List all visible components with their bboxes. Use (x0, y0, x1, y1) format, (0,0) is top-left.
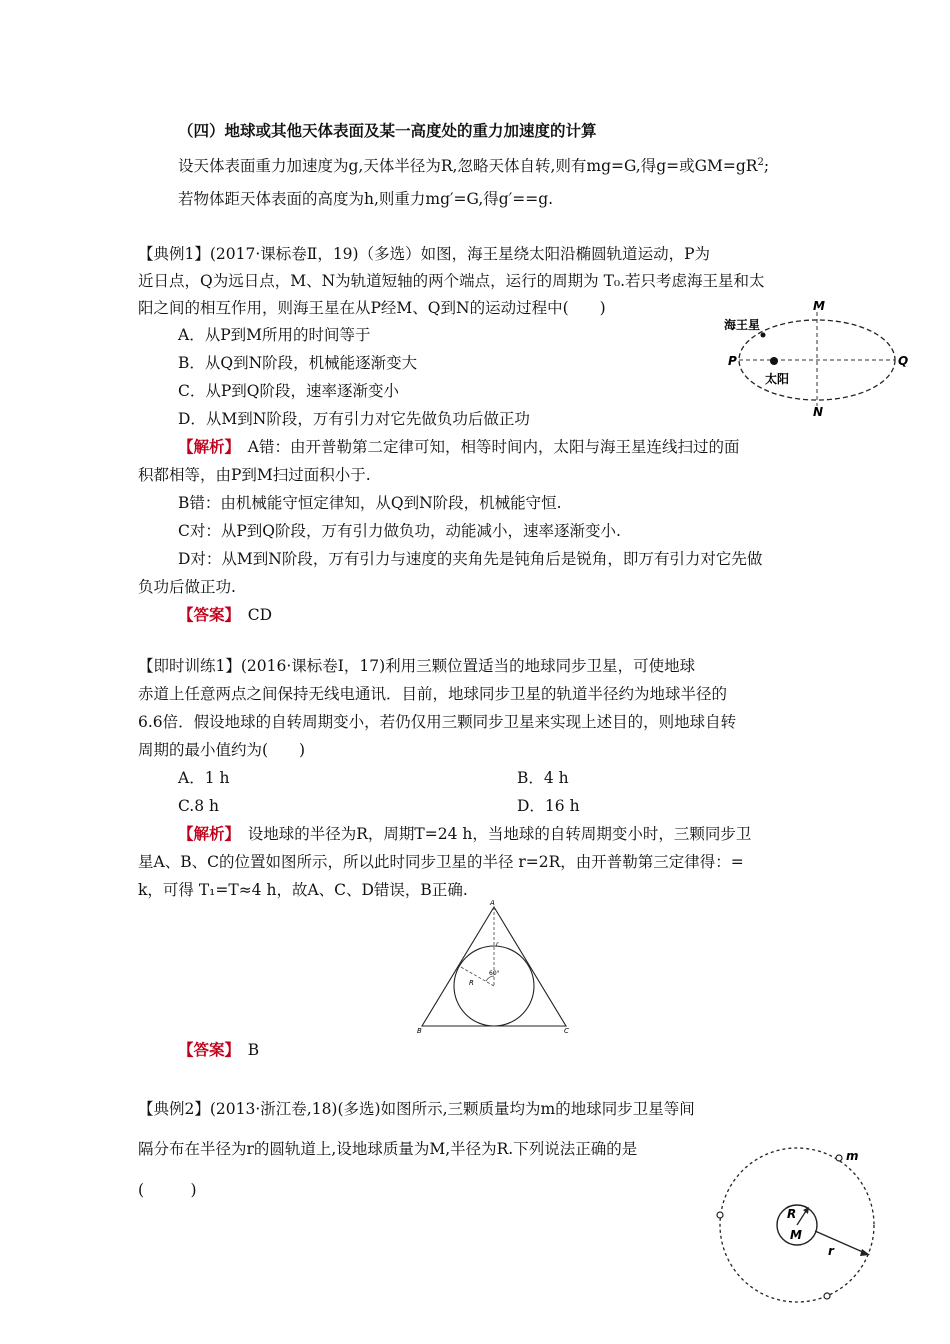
example1-analysis-c: C对：从P到Q阶段，万有引力做负功，动能减小，速率逐渐变小. (178, 522, 621, 540)
label-R: R (469, 979, 474, 987)
label-M: M (813, 299, 825, 313)
label-N: N (813, 405, 824, 419)
analysis-tag: 【解析】 (178, 824, 233, 843)
satellite-orbit-figure (710, 1140, 885, 1310)
satellite-2 (717, 1212, 723, 1218)
training1-analysis-line-2: 星A、B、C的位置如图所示，所以此时同步卫星的半径 r=2R，由开普勒第三定律得：= (138, 853, 744, 871)
section-heading: （四）地球或其他天体表面及某一高度处的重力加速度的计算 (178, 121, 597, 140)
training1-answer: 【答案】 B (178, 1040, 260, 1059)
label-angle: 60° (489, 970, 500, 977)
label-P: P (728, 354, 737, 368)
label-r: r (828, 1244, 834, 1258)
planet-dot (761, 333, 766, 338)
example1-question-line-1: 【典例1】(2017·课标卷Ⅱ，19)（多选）如图，海王星绕太阳沿椭圆轨道运动，P为 (138, 245, 711, 263)
label-A: A (490, 899, 495, 907)
training1-option-a: A．1 h (178, 769, 230, 787)
label-m: m (846, 1149, 859, 1163)
training1-question-line-4: 周期的最小值约为( ) (138, 741, 306, 759)
example1-answer: 【答案】 CD (178, 605, 273, 624)
example1-option-c: C．从P到Q阶段，速率逐渐变小 (178, 382, 399, 400)
label-B: B (417, 1027, 422, 1035)
label-C: C (564, 1027, 569, 1035)
answer-tag: 【答案】 (178, 1040, 233, 1059)
training1-option-c: C.8 h (178, 797, 220, 815)
answer-tag: 【答案】 (178, 605, 233, 624)
example2-question-line-2: 隔分布在半径为r的圆轨道上,设地球质量为M,半径为R.下列说法正确的是 (138, 1140, 638, 1158)
formula-line-2: 若物体距天体表面的高度为h,则重力mg′=G,得g′==g. (178, 190, 554, 208)
orbit-radius-arrow (815, 1231, 865, 1253)
example1-analysis-b: B错：由机械能守恒定律知，从Q到N阶段，机械能守恒. (178, 494, 562, 512)
label-r: r (496, 941, 499, 948)
label-M: M (790, 1228, 802, 1242)
example1-option-d: D．从M到N阶段，万有引力对它先做负功后做正功 (178, 410, 530, 428)
training1-question-line-2: 赤道上任意两点之间保持无线电通讯．目前，地球同步卫星的轨道半径约为地球半径的 (138, 685, 728, 703)
orbit-radius-arrowhead (860, 1249, 870, 1256)
training1-option-d: D．16 h (517, 797, 580, 815)
triangle-satellite-figure (410, 898, 580, 1038)
training1-option-b: B．4 h (517, 769, 569, 787)
analysis-tag: 【解析】 (178, 437, 233, 456)
label-sun: 太阳 (765, 372, 790, 386)
example2-question-line-3: ( ) (138, 1181, 197, 1199)
example1-analysis-d-2: 负功后做正功. (138, 578, 236, 596)
training1-analysis-line-1: 【解析】 设地球的半径为R，周期T=24 h，当地球的自转周期变小时，三颗同步卫 (178, 824, 752, 843)
formula-line-1: 设天体表面重力加速度为g,天体半径为R,忽略天体自转,则有mg=G,得g=或$GM=gR^2$; (178, 157, 770, 176)
example1-question-line-2: 近日点，Q为远日点，M、N为轨道短轴的两个端点，运行的周期为 T₀.若只考虑海王星和太 (138, 272, 765, 290)
example2-question-line-1: 【典例2】(2013·浙江卷,18)(多选)如图所示,三颗质量均为m的地球同步卫星等间 (138, 1100, 695, 1118)
example1-option-b: B．从Q到N阶段，机械能逐渐变大 (178, 354, 418, 372)
example1-question-line-3: 阳之间的相互作用，则海王星在从P经M、Q到N的运动过程中( ) (138, 299, 606, 317)
label-R: R (787, 1207, 797, 1221)
satellite-1 (836, 1155, 842, 1161)
label-Q: Q (898, 354, 909, 368)
earth-radius-arrow (797, 1211, 806, 1225)
training1-analysis-line-3: k，可得 T₁=T≈4 h，故A、C、D错误，B正确. (138, 881, 468, 899)
training1-question-line-3: 6.6倍．假设地球的自转周期变小，若仍仅用三颗同步卫星来实现上述目的，则地球自转 (138, 713, 737, 731)
label-planet: 海王星 (724, 318, 761, 332)
example1-analysis-line-2: 积都相等，由P到M扫过面积小于. (138, 466, 371, 484)
ellipse-orbit-figure (715, 298, 910, 420)
example1-option-a: A．从P到M所用的时间等于 (178, 326, 371, 344)
training1-question-line-1: 【即时训练1】(2016·课标卷Ⅰ，17)利用三颗位置适当的地球同步卫星，可使地球 (138, 657, 696, 675)
earth-radius-arrowhead (803, 1207, 809, 1214)
example1-analysis-d-1: D对：从M到N阶段，万有引力与速度的夹角先是钝角后是锐角，即万有引力对它先做 (178, 550, 763, 568)
satellite-3 (824, 1293, 830, 1299)
example1-analysis-line-1: 【解析】 A错：由开普勒第二定律可知，相等时间内，太阳与海王星连线扫过的面 (178, 437, 740, 456)
sun-dot (770, 357, 778, 365)
